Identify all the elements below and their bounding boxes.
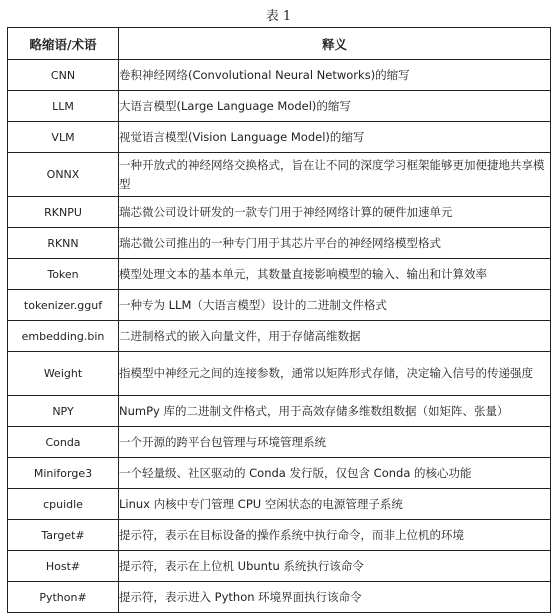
table-row bbox=[8, 520, 551, 551]
definition-cell: 卷积神经网络(Convolutional Neural Networks)的缩写 bbox=[119, 60, 551, 91]
term-cell: NPY bbox=[8, 396, 119, 427]
table-row bbox=[8, 60, 551, 91]
term-cell: Host# bbox=[8, 551, 119, 582]
term-cell: CNN bbox=[8, 60, 119, 91]
table-row bbox=[8, 290, 551, 321]
definition-cell: 提示符，表示在目标设备的操作系统中执行命令，而非上位机的环境 bbox=[119, 520, 551, 551]
definition-cell: 二进制格式的嵌入向量文件，用于存储高维数据 bbox=[119, 321, 551, 352]
term-cell: tokenizer.gguf bbox=[8, 290, 119, 321]
table-row bbox=[8, 153, 551, 197]
definition-cell: 一个轻量级、社区驱动的 Conda 发行版，仅包含 Conda 的核心功能 bbox=[119, 458, 551, 489]
table-row bbox=[8, 582, 551, 613]
table-row bbox=[8, 122, 551, 153]
definition-cell: 一种开放式的神经网络交换格式，旨在让不同的深度学习框架能够更加便捷地共享模型 bbox=[119, 153, 551, 197]
table-row bbox=[8, 259, 551, 290]
term-cell: cpuidle bbox=[8, 489, 119, 520]
table-row bbox=[8, 551, 551, 582]
table-row bbox=[8, 458, 551, 489]
definition-cell: 一个开源的跨平台包管理与环境管理系统 bbox=[119, 427, 551, 458]
definition-cell: 指模型中神经元之间的连接参数，通常以矩阵形式存储，决定输入信号的传递强度 bbox=[119, 352, 551, 396]
header-definition: 释义 bbox=[119, 28, 551, 60]
term-cell: ONNX bbox=[8, 153, 119, 197]
term-cell: LLM bbox=[8, 91, 119, 122]
definition-cell: 视觉语言模型(Vision Language Model)的缩写 bbox=[119, 122, 551, 153]
term-cell: VLM bbox=[8, 122, 119, 153]
definition-cell: 模型处理文本的基本单元，其数量直接影响模型的输入、输出和计算效率 bbox=[119, 259, 551, 290]
term-cell: Python# bbox=[8, 582, 119, 613]
table-row bbox=[8, 197, 551, 228]
table-header-row bbox=[8, 28, 551, 60]
term-cell: Miniforge3 bbox=[8, 458, 119, 489]
definition-cell: 提示符，表示在上位机 Ubuntu 系统执行该命令 bbox=[119, 551, 551, 582]
table-row bbox=[8, 396, 551, 427]
table-caption: 表 1 bbox=[265, 9, 292, 24]
term-cell: Token bbox=[8, 259, 119, 290]
term-cell: RKNN bbox=[8, 228, 119, 259]
table-row bbox=[8, 352, 551, 396]
table-row bbox=[8, 91, 551, 122]
term-cell: Weight bbox=[8, 352, 119, 396]
term-cell: embedding.bin bbox=[8, 321, 119, 352]
definition-cell: 一种专为 LLM（大语言模型）设计的二进制文件格式 bbox=[119, 290, 551, 321]
definition-cell: 瑞芯微公司设计研发的一款专门用于神经网络计算的硬件加速单元 bbox=[119, 197, 551, 228]
table-row bbox=[8, 427, 551, 458]
definition-cell: Linux 内核中专门管理 CPU 空闲状态的电源管理子系统 bbox=[119, 489, 551, 520]
header-term: 略缩语/术语 bbox=[8, 28, 119, 60]
table-row bbox=[8, 321, 551, 352]
term-cell: Target# bbox=[8, 520, 119, 551]
definition-cell: 提示符，表示进入 Python 环境界面执行该命令 bbox=[119, 582, 551, 613]
definition-cell: NumPy 库的二进制文件格式，用于高效存储多维数组数据（如矩阵、张量） bbox=[119, 396, 551, 427]
definition-cell: 大语言模型(Large Language Model)的缩写 bbox=[119, 91, 551, 122]
table-row bbox=[8, 228, 551, 259]
term-cell: Conda bbox=[8, 427, 119, 458]
term-cell: RKNPU bbox=[8, 197, 119, 228]
table-row bbox=[8, 489, 551, 520]
glossary-table bbox=[7, 27, 551, 613]
definition-cell: 瑞芯微公司推出的一种专门用于其芯片平台的神经网络模型格式 bbox=[119, 228, 551, 259]
